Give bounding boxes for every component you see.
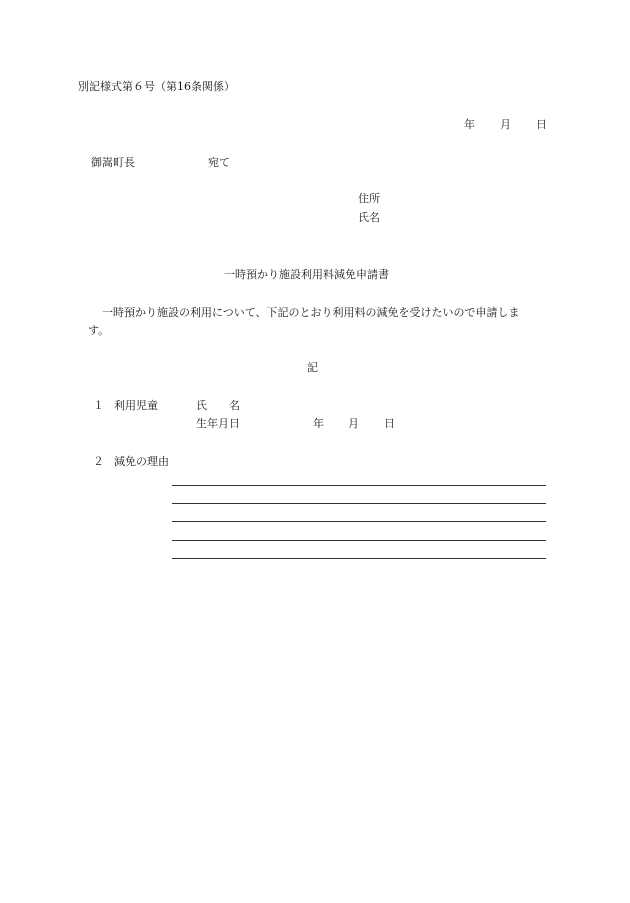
date-day-label: 日 xyxy=(536,118,547,131)
item-1-number: １ xyxy=(93,399,104,412)
dob-year-label: 年 xyxy=(313,417,324,430)
reason-writing-line xyxy=(172,485,546,486)
addressee-name: 御嵩町長 xyxy=(91,156,135,169)
addressee-suffix: 宛て xyxy=(208,156,230,169)
form-identifier: 別記様式第６号（第16条関係） xyxy=(78,80,235,93)
dob-month-label: 月 xyxy=(348,417,359,430)
document-title: 一時預かり施設利用料減免申請書 xyxy=(224,268,389,281)
date-month-label: 月 xyxy=(500,118,511,131)
child-dob-label: 生年月日 xyxy=(196,417,240,430)
item-2-label: 減免の理由 xyxy=(114,455,169,468)
note-heading: 記 xyxy=(307,361,318,374)
child-name-label: 氏 名 xyxy=(196,399,240,412)
reason-writing-line xyxy=(172,558,546,559)
body-text-line-1: 一時預かり施設の利用について、下記のとおり利用料の減免を受けたいので申請しま xyxy=(102,306,520,319)
reason-writing-line xyxy=(172,521,546,522)
reason-writing-line xyxy=(172,503,546,504)
body-text-line-2: す。 xyxy=(88,324,110,337)
dob-day-label: 日 xyxy=(384,417,395,430)
applicant-name-label: 氏名 xyxy=(358,211,380,224)
reason-writing-line xyxy=(172,540,546,541)
item-1-label: 利用児童 xyxy=(114,399,158,412)
item-2-number: ２ xyxy=(93,455,104,468)
date-year-label: 年 xyxy=(464,118,475,131)
applicant-address-label: 住所 xyxy=(358,192,380,205)
